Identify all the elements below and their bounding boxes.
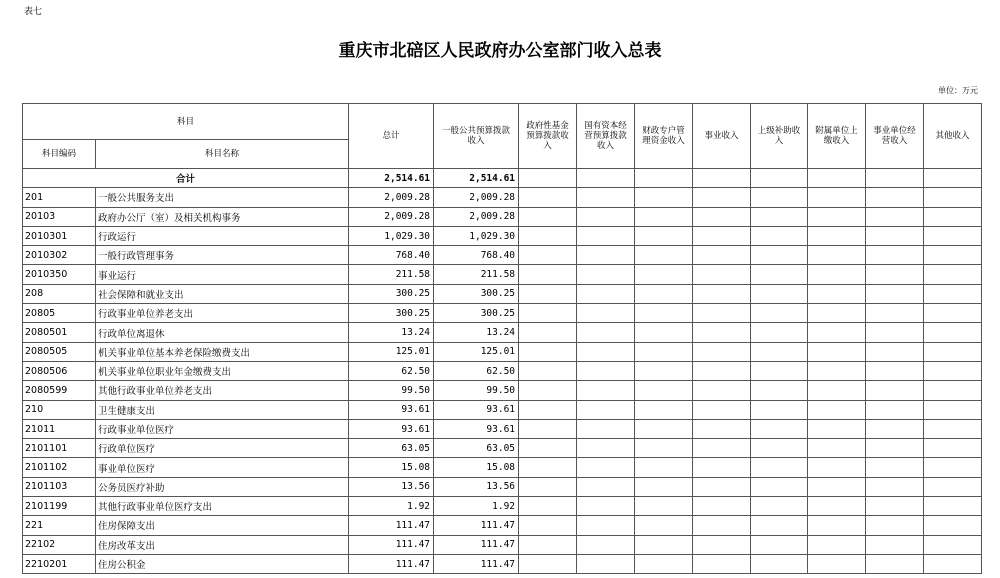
empty-cell	[924, 497, 982, 516]
subject-code-cell: 2080506	[23, 361, 96, 380]
header-general-budget: 一般公共预算拨款收入	[434, 104, 519, 169]
empty-cell	[693, 226, 751, 245]
empty-cell	[577, 458, 635, 477]
empty-cell	[577, 265, 635, 284]
header-business-income: 事业收入	[693, 104, 751, 169]
empty-cell	[924, 304, 982, 323]
empty-cell	[577, 188, 635, 207]
income-summary-table	[22, 103, 982, 574]
empty-cell	[577, 381, 635, 400]
subject-name-cell: 行政运行	[96, 226, 349, 245]
subject-code-cell: 210	[23, 400, 96, 419]
total-cell: 768.40	[349, 246, 434, 265]
empty-cell	[808, 207, 866, 226]
empty-cell	[577, 535, 635, 554]
table-row	[23, 284, 982, 303]
table-row	[23, 554, 982, 573]
table-row	[23, 265, 982, 284]
empty-cell	[751, 207, 808, 226]
empty-cell	[519, 323, 577, 342]
general-budget-cell: 93.61	[434, 419, 519, 438]
empty-cell	[577, 284, 635, 303]
empty-cell	[635, 323, 693, 342]
empty-cell	[693, 246, 751, 265]
empty-cell	[866, 323, 924, 342]
empty-cell	[577, 361, 635, 380]
header-state-capital: 国有资本经营预算拨款收入	[577, 104, 635, 169]
general-budget-cell: 300.25	[434, 284, 519, 303]
empty-cell	[808, 188, 866, 207]
empty-cell	[577, 439, 635, 458]
subject-code-cell: 2210201	[23, 554, 96, 573]
general-budget-cell: 300.25	[434, 304, 519, 323]
empty-cell	[866, 265, 924, 284]
total-label: 合计	[23, 169, 349, 188]
subject-code-cell: 20103	[23, 207, 96, 226]
empty-cell	[519, 284, 577, 303]
subject-code-cell: 221	[23, 516, 96, 535]
empty-cell	[866, 419, 924, 438]
general-budget-cell: 111.47	[434, 516, 519, 535]
general-budget-cell: 211.58	[434, 265, 519, 284]
empty-cell	[519, 188, 577, 207]
general-budget-cell: 111.47	[434, 535, 519, 554]
empty-cell	[751, 554, 808, 573]
total-cell: 2,009.28	[349, 188, 434, 207]
table-row	[23, 342, 982, 361]
empty-cell	[808, 554, 866, 573]
subject-code-cell: 2010302	[23, 246, 96, 265]
empty-cell	[866, 246, 924, 265]
empty-cell	[577, 497, 635, 516]
subject-code-cell: 20805	[23, 304, 96, 323]
empty-cell	[693, 535, 751, 554]
general-budget-cell: 125.01	[434, 342, 519, 361]
empty-cell	[693, 284, 751, 303]
subject-code-cell: 2010350	[23, 265, 96, 284]
subject-name-cell: 公务员医疗补助	[96, 477, 349, 496]
empty-cell	[866, 207, 924, 226]
empty-cell	[577, 419, 635, 438]
empty-cell	[577, 304, 635, 323]
general-budget-cell: 99.50	[434, 381, 519, 400]
empty-cell	[808, 477, 866, 496]
subject-code-cell: 2101102	[23, 458, 96, 477]
empty-cell	[924, 419, 982, 438]
total-cell: 63.05	[349, 439, 434, 458]
empty-cell	[635, 381, 693, 400]
header-subject-code: 科目编码	[23, 140, 96, 169]
table-row	[23, 439, 982, 458]
subject-name-cell: 其他行政事业单位养老支出	[96, 381, 349, 400]
subject-name-cell: 行政事业单位医疗	[96, 419, 349, 438]
empty-cell	[924, 381, 982, 400]
empty-cell	[751, 188, 808, 207]
empty-cell	[808, 361, 866, 380]
empty-cell	[693, 381, 751, 400]
subject-name-cell: 行政单位离退休	[96, 323, 349, 342]
empty-cell	[808, 439, 866, 458]
total-cell: 300.25	[349, 304, 434, 323]
subject-code-cell: 201	[23, 188, 96, 207]
empty-cell	[924, 400, 982, 419]
empty-cell	[751, 458, 808, 477]
empty-cell	[519, 226, 577, 245]
empty-cell	[751, 304, 808, 323]
empty-cell	[866, 304, 924, 323]
empty-cell	[577, 554, 635, 573]
empty-cell	[635, 361, 693, 380]
empty-cell	[635, 400, 693, 419]
table-row	[23, 226, 982, 245]
subject-code-cell: 2101101	[23, 439, 96, 458]
subject-name-cell: 卫生健康支出	[96, 400, 349, 419]
empty-cell	[519, 207, 577, 226]
empty-cell	[635, 246, 693, 265]
subject-name-cell: 机关事业单位职业年金缴费支出	[96, 361, 349, 380]
empty-cell	[751, 361, 808, 380]
empty-cell	[808, 497, 866, 516]
empty-cell	[808, 342, 866, 361]
subject-name-cell: 行政单位医疗	[96, 439, 349, 458]
unit-note: 单位：万元	[938, 86, 978, 95]
total-cell: 111.47	[349, 516, 434, 535]
empty-cell	[924, 458, 982, 477]
empty-cell	[751, 381, 808, 400]
empty-cell	[519, 419, 577, 438]
general-budget-cell: 13.24	[434, 323, 519, 342]
empty-cell	[751, 400, 808, 419]
empty-cell	[866, 188, 924, 207]
general-budget-cell: 13.56	[434, 477, 519, 496]
empty-cell	[808, 265, 866, 284]
empty-cell	[866, 516, 924, 535]
empty-cell	[635, 342, 693, 361]
subject-code-cell: 208	[23, 284, 96, 303]
general-budget-cell: 15.08	[434, 458, 519, 477]
empty-cell	[808, 381, 866, 400]
empty-cell	[866, 458, 924, 477]
empty-cell	[577, 342, 635, 361]
empty-cell	[751, 265, 808, 284]
subject-name-cell: 社会保障和就业支出	[96, 284, 349, 303]
subject-code-cell: 21011	[23, 419, 96, 438]
empty-cell	[635, 497, 693, 516]
table-row	[23, 458, 982, 477]
empty-cell	[519, 381, 577, 400]
empty-cell	[808, 535, 866, 554]
table-row	[23, 381, 982, 400]
empty-cell	[693, 304, 751, 323]
empty-cell	[924, 246, 982, 265]
subject-name-cell: 行政事业单位养老支出	[96, 304, 349, 323]
page-title: 重庆市北碚区人民政府办公室部门收入总表	[338, 41, 662, 61]
empty-cell	[519, 400, 577, 419]
empty-cell	[808, 246, 866, 265]
empty-cell	[924, 439, 982, 458]
subject-name-cell: 住房公积金	[96, 554, 349, 573]
empty-cell	[519, 361, 577, 380]
empty-cell	[577, 400, 635, 419]
total-cell: 1.92	[349, 497, 434, 516]
total-cell: 1,029.30	[349, 226, 434, 245]
total-amount: 2,514.61	[349, 169, 434, 188]
table-row	[23, 246, 982, 265]
table-row	[23, 535, 982, 554]
empty-cell	[808, 400, 866, 419]
empty-cell	[519, 342, 577, 361]
total-cell: 125.01	[349, 342, 434, 361]
total-cell: 211.58	[349, 265, 434, 284]
subject-name-cell: 政府办公厅（室）及相关机构事务	[96, 207, 349, 226]
empty-cell	[635, 284, 693, 303]
total-cell: 300.25	[349, 284, 434, 303]
empty-cell	[866, 400, 924, 419]
empty-cell	[519, 439, 577, 458]
empty-cell	[635, 535, 693, 554]
subject-name-cell: 机关事业单位基本养老保险缴费支出	[96, 342, 349, 361]
empty-cell	[751, 246, 808, 265]
header-total: 总计	[349, 104, 434, 169]
empty-cell	[693, 400, 751, 419]
total-cell: 93.61	[349, 419, 434, 438]
empty-cell	[693, 188, 751, 207]
empty-cell	[808, 304, 866, 323]
general-budget-cell: 2,009.28	[434, 188, 519, 207]
empty-cell	[693, 497, 751, 516]
subject-code-cell: 2101103	[23, 477, 96, 496]
general-budget-cell: 1.92	[434, 497, 519, 516]
general-budget-cell: 62.50	[434, 361, 519, 380]
total-cell: 99.50	[349, 381, 434, 400]
general-budget-cell: 2,009.28	[434, 207, 519, 226]
empty-cell	[635, 188, 693, 207]
empty-cell	[519, 535, 577, 554]
subject-name-cell: 一般行政管理事务	[96, 246, 349, 265]
empty-cell	[808, 516, 866, 535]
empty-cell	[693, 323, 751, 342]
header-gov-fund: 政府性基金预算拨款收入	[519, 104, 577, 169]
empty-cell	[866, 226, 924, 245]
general-budget-cell: 63.05	[434, 439, 519, 458]
subject-name-cell: 一般公共服务支出	[96, 188, 349, 207]
empty-cell	[693, 265, 751, 284]
empty-cell	[924, 323, 982, 342]
empty-cell	[635, 265, 693, 284]
table-row	[23, 419, 982, 438]
table-row	[23, 497, 982, 516]
empty-cell	[866, 284, 924, 303]
subject-name-cell: 事业单位医疗	[96, 458, 349, 477]
empty-cell	[693, 361, 751, 380]
subject-code-cell: 2101199	[23, 497, 96, 516]
header-operating-income: 事业单位经营收入	[866, 104, 924, 169]
empty-cell	[866, 497, 924, 516]
empty-cell	[519, 554, 577, 573]
subject-code-cell: 2080505	[23, 342, 96, 361]
empty-cell	[751, 323, 808, 342]
empty-cell	[635, 304, 693, 323]
empty-cell	[808, 323, 866, 342]
empty-cell	[866, 554, 924, 573]
empty-cell	[635, 477, 693, 496]
table-row	[23, 400, 982, 419]
empty-cell	[519, 516, 577, 535]
header-superior-subsidy: 上级补助收入	[751, 104, 808, 169]
total-cell: 13.24	[349, 323, 434, 342]
empty-cell	[693, 516, 751, 535]
empty-cell	[635, 439, 693, 458]
table-row	[23, 477, 982, 496]
subject-code-cell: 2010301	[23, 226, 96, 245]
total-cell: 111.47	[349, 535, 434, 554]
empty-cell	[635, 458, 693, 477]
empty-cell	[577, 323, 635, 342]
empty-cell	[924, 284, 982, 303]
header-subject-name: 科目名称	[96, 140, 349, 169]
table-row	[23, 188, 982, 207]
empty-cell	[924, 265, 982, 284]
table-row	[23, 323, 982, 342]
header-affiliate-remit: 附属单位上缴收入	[808, 104, 866, 169]
total-cell: 93.61	[349, 400, 434, 419]
empty-cell	[808, 226, 866, 245]
empty-cell	[577, 516, 635, 535]
empty-cell	[519, 458, 577, 477]
empty-cell	[635, 226, 693, 245]
empty-cell	[635, 207, 693, 226]
empty-cell	[866, 439, 924, 458]
empty-cell	[924, 535, 982, 554]
empty-cell	[866, 535, 924, 554]
empty-cell	[751, 439, 808, 458]
empty-cell	[693, 439, 751, 458]
subject-name-cell: 住房保障支出	[96, 516, 349, 535]
empty-cell	[924, 207, 982, 226]
empty-cell	[577, 246, 635, 265]
total-cell: 13.56	[349, 477, 434, 496]
table-row	[23, 207, 982, 226]
general-budget-cell: 1,029.30	[434, 226, 519, 245]
subject-name-cell: 住房改革支出	[96, 535, 349, 554]
empty-cell	[808, 419, 866, 438]
empty-cell	[635, 554, 693, 573]
general-budget-cell: 768.40	[434, 246, 519, 265]
empty-cell	[693, 554, 751, 573]
empty-cell	[808, 284, 866, 303]
total-cell: 15.08	[349, 458, 434, 477]
empty-cell	[693, 458, 751, 477]
subject-code-cell: 2080599	[23, 381, 96, 400]
table-row	[23, 516, 982, 535]
empty-cell	[924, 361, 982, 380]
empty-cell	[635, 419, 693, 438]
total-general-budget: 2,514.61	[434, 169, 519, 188]
empty-cell	[577, 226, 635, 245]
subject-code-cell: 2080501	[23, 323, 96, 342]
empty-cell	[519, 265, 577, 284]
empty-cell	[751, 497, 808, 516]
empty-cell	[693, 207, 751, 226]
empty-cell	[519, 246, 577, 265]
empty-cell	[924, 516, 982, 535]
empty-cell	[924, 342, 982, 361]
empty-cell	[808, 458, 866, 477]
table-row	[23, 361, 982, 380]
empty-cell	[924, 554, 982, 573]
general-budget-cell: 111.47	[434, 554, 519, 573]
subject-name-cell: 其他行政事业单位医疗支出	[96, 497, 349, 516]
empty-cell	[519, 304, 577, 323]
empty-cell	[577, 477, 635, 496]
total-cell: 111.47	[349, 554, 434, 573]
empty-cell	[866, 381, 924, 400]
total-row	[23, 169, 982, 188]
table-number-note: 表七	[24, 7, 43, 17]
total-cell: 62.50	[349, 361, 434, 380]
empty-cell	[751, 226, 808, 245]
empty-cell	[693, 419, 751, 438]
header-subject: 科目	[23, 104, 349, 140]
empty-cell	[751, 419, 808, 438]
empty-cell	[519, 497, 577, 516]
empty-cell	[751, 284, 808, 303]
header-fiscal-special: 财政专户管理资金收入	[635, 104, 693, 169]
empty-cell	[751, 477, 808, 496]
empty-cell	[635, 516, 693, 535]
empty-cell	[751, 535, 808, 554]
empty-cell	[924, 226, 982, 245]
empty-cell	[751, 516, 808, 535]
header-other-income: 其他收入	[924, 104, 982, 169]
empty-cell	[866, 342, 924, 361]
subject-name-cell: 事业运行	[96, 265, 349, 284]
empty-cell	[866, 477, 924, 496]
empty-cell	[924, 477, 982, 496]
empty-cell	[693, 342, 751, 361]
empty-cell	[693, 477, 751, 496]
total-cell: 2,009.28	[349, 207, 434, 226]
empty-cell	[577, 207, 635, 226]
general-budget-cell: 93.61	[434, 400, 519, 419]
empty-cell	[924, 188, 982, 207]
empty-cell	[866, 361, 924, 380]
subject-code-cell: 22102	[23, 535, 96, 554]
empty-cell	[751, 342, 808, 361]
empty-cell	[519, 477, 577, 496]
table-row	[23, 304, 982, 323]
